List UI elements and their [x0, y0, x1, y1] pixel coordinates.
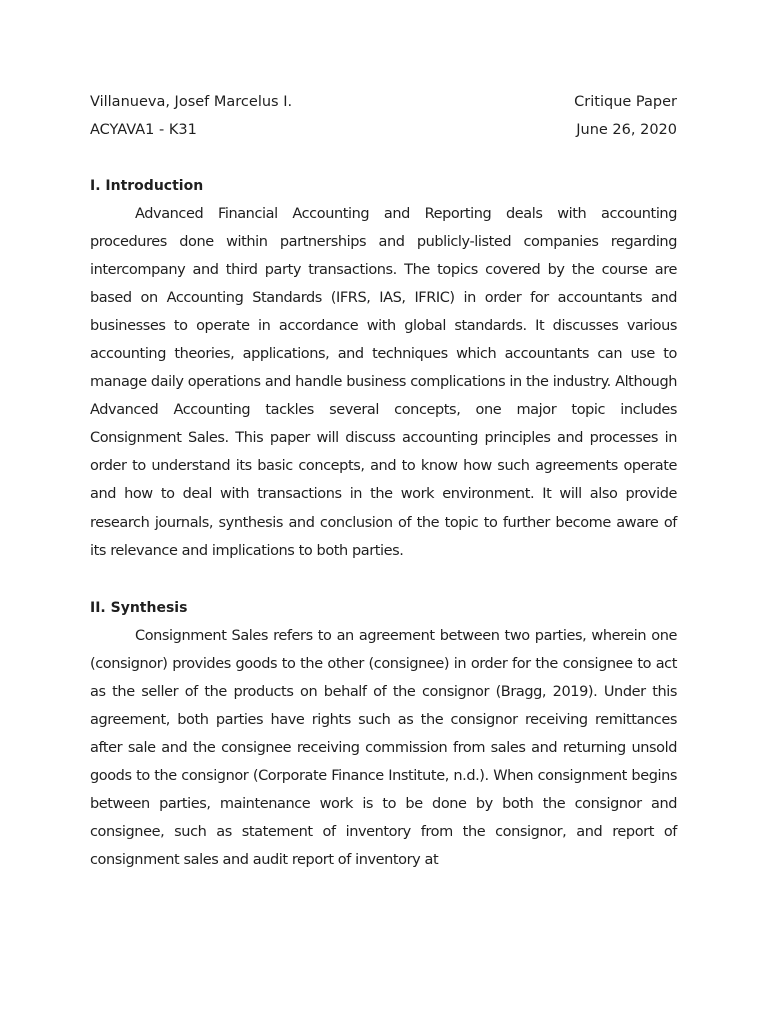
section-heading-synthesis: II. Synthesis: [90, 599, 188, 616]
section-heading-introduction: I. Introduction: [90, 178, 204, 194]
spacer: [90, 144, 677, 172]
header-row-1: [90, 88, 677, 116]
document-page: [90, 88, 677, 874]
course-code: ACYAVA1 - K31: [90, 122, 197, 138]
author-name: Villanueva, Josef Marcelus I.: [90, 94, 293, 110]
document-type: Critique Paper: [574, 94, 677, 110]
document-date: June 26, 2020: [576, 122, 677, 138]
introduction-paragraph: Advanced Financial Accounting and Reporting deals with accounting procedures done within partnerships and publicly-listed companies regarding intercompany and third party transactions. The topics covered by the course are based on Accounting Standards (IFRS, IAS, IFRIC) in order for accountants and businesses to operate in accordance with global standards. It discusses various accounting theories, applications, and techniques which accountants can use to manage daily operations and handle business complications in the industry. Although Advanced Accounting tackles several concepts, one major topic includes Consignment Sales. This paper will discuss accounting principles and processes in order to understand its basic concepts, and to know how such agreements operate and how to deal with transactions in the work environment. It will also provide research journals, synthesis and conclusion of the topic to further become aware of its relevance and implications to both parties.: [90, 206, 677, 559]
synthesis-paragraph: Consignment Sales refers to an agreement between two parties, wherein one (consignor) provides goods to the other (consignee) in order for the consignee to act as the seller of the products on behalf of the consignor (Bragg, 2019). Under this agreement, both parties have rights such as the consignor receiving remittances after sale and the consignee receiving commission from sales and returning unsold goods to the consignor (Corporate Finance Institute, n.d.). When consignment begins between parties, maintenance work is to be done by both the consignor and consignee, such as statement of inventory from the consignor, and report of consignment sales and audit report of inventory at: [90, 627, 677, 868]
header-row-2: [90, 116, 677, 144]
spacer: [90, 565, 677, 594]
